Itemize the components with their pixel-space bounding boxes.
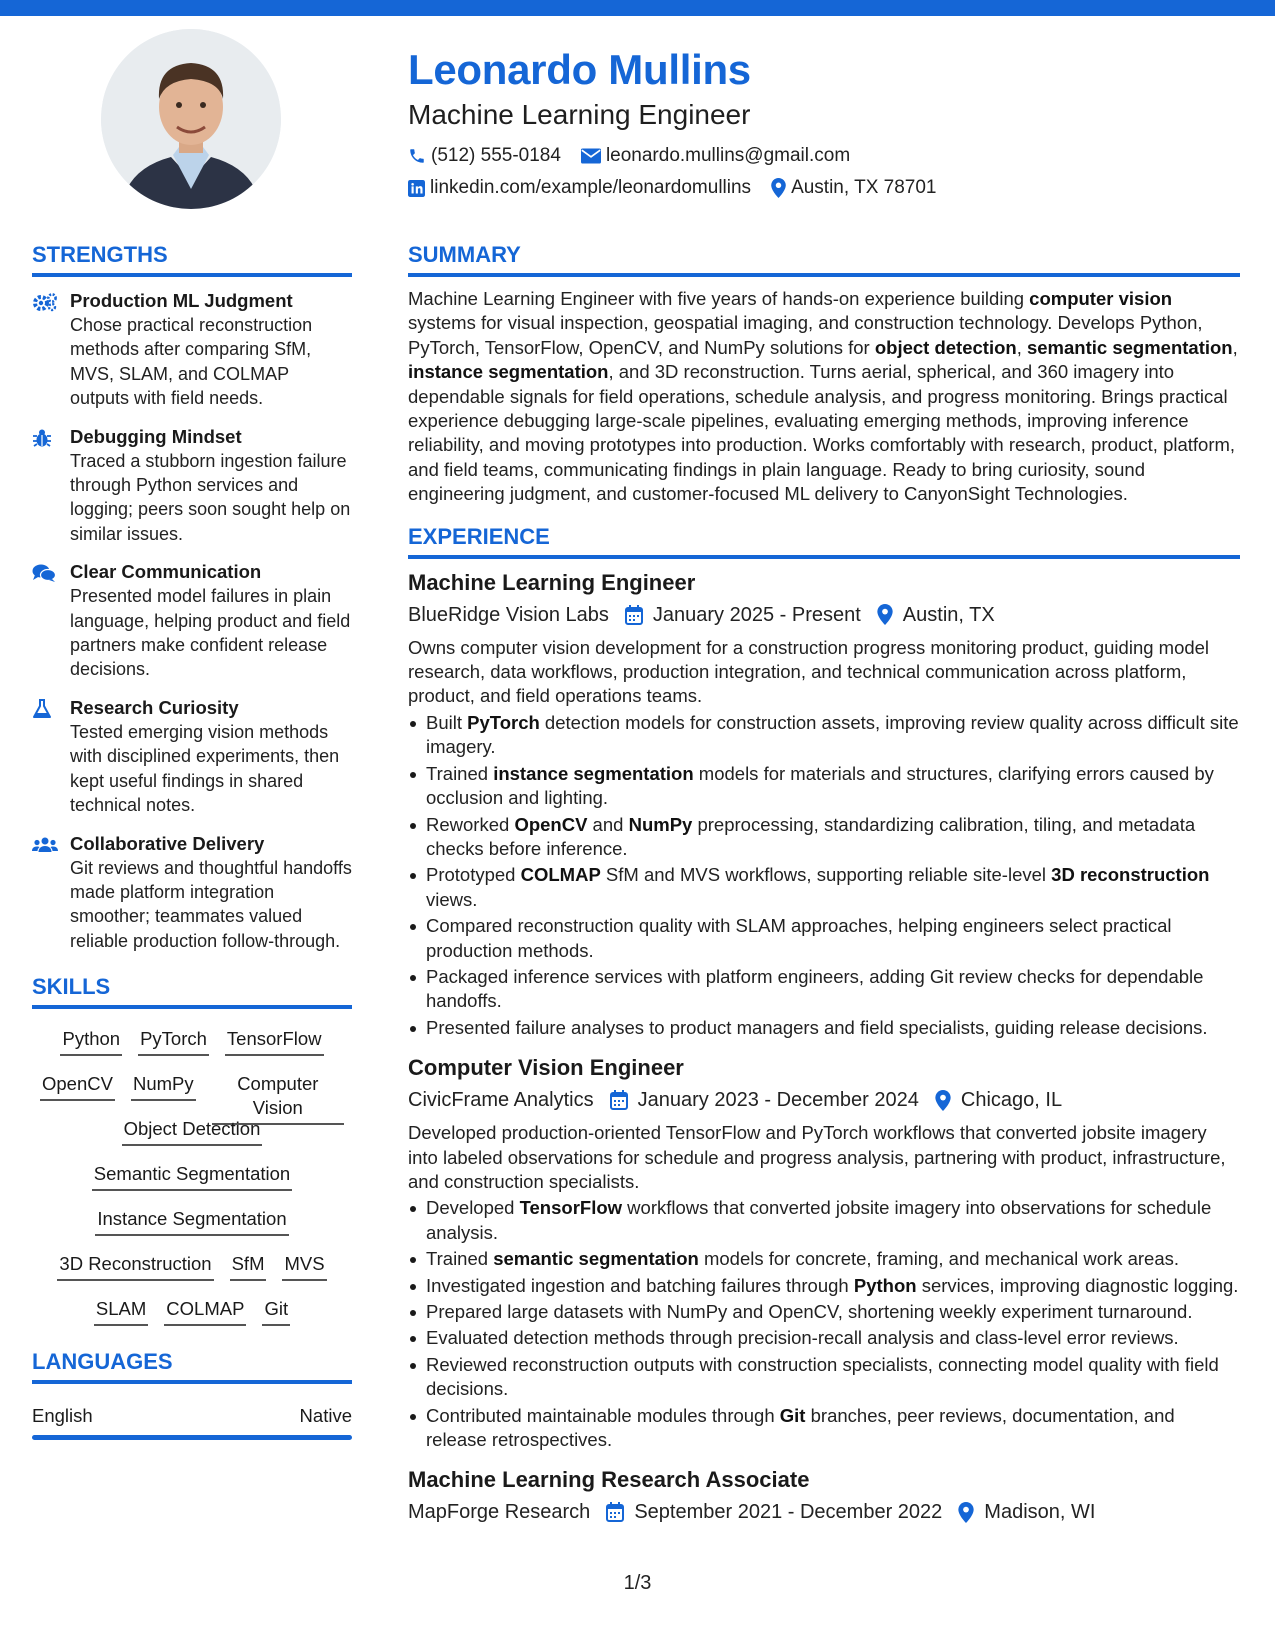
job-description: Developed production-oriented TensorFlow and PyTorch workflows that converted jobsite imagery into labeled observations for schedule and progress analysis, partnering with product, infrastructure, and construction specialists. (408, 1122, 1226, 1192)
summary-heading: SUMMARY (408, 242, 521, 267)
skill-row (32, 1156, 352, 1201)
left-column (32, 241, 352, 1440)
section-divider (408, 273, 1240, 277)
job-bullet: Reworked OpenCV and NumPy preprocessing, standardizing calibration, tiling, and metadata checks before inference. (408, 813, 1240, 862)
job-location: Austin, TX (861, 601, 995, 629)
strength-title: Debugging Mindset (70, 425, 242, 447)
skill-tag: PyTorch (138, 1027, 209, 1056)
section-divider (32, 273, 352, 277)
person-portrait-icon (101, 29, 281, 209)
map-pin-icon (877, 604, 893, 625)
job-description: Owns computer vision development for a construction progress monitoring product, guiding model research, data workflows, production integration, and technical communication across platform, product, and field operations teams. (408, 636, 1210, 707)
skill-tag: Semantic Segmentation (92, 1162, 292, 1191)
job-bullets (408, 1196, 1240, 1452)
linkedin-text: linkedin.com/example/leonardomullins (430, 177, 752, 198)
phone-text: (512) 555-0184 (431, 145, 561, 166)
job-title: Machine Learning Engineer (408, 569, 696, 595)
contact-row-2 (408, 172, 1248, 204)
calendar-icon (610, 1090, 628, 1110)
skill-tag: Python (60, 1027, 122, 1056)
phone-contact[interactable] (408, 145, 561, 167)
calendar-icon (625, 605, 643, 625)
job-title: Computer Vision Engineer (408, 1055, 684, 1081)
skill-row (32, 1021, 352, 1066)
strength-title: Collaborative Delivery (70, 832, 265, 854)
skill-tag: COLMAP (164, 1297, 246, 1326)
resume-header (408, 44, 1248, 204)
skill-tag: NumPy (131, 1072, 196, 1101)
strength-description: Git reviews and thoughtful handoffs made platform integration smoother; teammates valued reliable production follow-through. (70, 857, 352, 951)
skill-tag: SLAM (94, 1297, 148, 1326)
job-bullet: Reviewed reconstruction outputs with construction specialists, connecting model quality with field decisions. (408, 1353, 1240, 1402)
job-bullet: Developed TensorFlow workflows that converted jobsite imagery into observations for schedule analysis. (408, 1196, 1240, 1245)
strength-description: Presented model failures in plain language, helping product and field partners make confident release decisions. (70, 586, 351, 680)
strength-description: Chose practical reconstruction methods after comparing SfM, MVS, SLAM, and COLMAP outputs with field needs. (70, 315, 313, 409)
job-bullet: Prepared large datasets with NumPy and OpenCV, shortening weekly experiment turnaround. (408, 1300, 1240, 1324)
strength-description: Traced a stubborn ingestion failure through Python services and logging; peers soon sought help on similar issues. (70, 450, 351, 544)
calendar-icon (606, 1502, 624, 1522)
skill-tag: SfM (230, 1252, 267, 1281)
job-bullet: Trained semantic segmentation models for concrete, framing, and mechanical work areas. (408, 1247, 1240, 1271)
job-bullet: Presented failure analyses to product managers and field specialists, guiding release decisions. (408, 1016, 1240, 1040)
top-accent-bar (0, 0, 1275, 16)
job-location: Madison, WI (942, 1498, 1095, 1526)
language-level: Native (299, 1405, 352, 1427)
strength-title: Production ML Judgment (70, 290, 293, 311)
skill-row (32, 1066, 352, 1119)
candidate-name: Leonardo Mullins (408, 46, 751, 93)
gears-icon (32, 292, 58, 312)
job-bullet: Investigated ingestion and batching failures through Python services, improving diagnostic logging. (408, 1274, 1240, 1298)
skill-tag: OpenCV (40, 1072, 115, 1101)
skill-tag: 3D Reconstruction (57, 1252, 213, 1281)
experience-list (408, 569, 1240, 1527)
profile-photo (101, 29, 281, 209)
location-text: Austin, TX 78701 (791, 177, 937, 198)
strength-title: Research Curiosity (70, 696, 239, 718)
email-text: leonardo.mullins@gmail.com (605, 145, 851, 166)
strength-title: Clear Communication (70, 561, 262, 583)
languages-heading: LANGUAGES (32, 1349, 173, 1375)
company-name: MapForge Research (408, 1501, 591, 1524)
company-name: BlueRidge Vision Labs (408, 603, 609, 626)
skill-row (32, 1201, 352, 1246)
envelope-icon (581, 148, 601, 164)
linkedin-icon (408, 180, 425, 197)
job-bullet: Compared reconstruction quality with SLAM approaches, helping engineers select practical production methods. (408, 914, 1240, 963)
contact-row (408, 140, 1248, 172)
skill-tag: Computer Vision (212, 1072, 344, 1125)
skill-row (32, 1246, 352, 1291)
job-bullet: Built PyTorch detection models for construction assets, improving review quality across difficult site imagery. (408, 711, 1240, 760)
job-entry (408, 1054, 1240, 1452)
strength-item (32, 696, 352, 818)
strength-item (32, 832, 352, 954)
job-entry (408, 1466, 1240, 1526)
map-pin-icon (958, 1502, 974, 1523)
skill-tag: TensorFlow (225, 1027, 324, 1056)
page-number: 1/3 (623, 1572, 652, 1594)
job-meta (408, 601, 1240, 629)
users-icon (32, 835, 58, 855)
language-proficiency-bar (32, 1435, 352, 1440)
job-title: Machine Learning Research Associate (408, 1467, 810, 1493)
phone-icon (408, 147, 426, 165)
job-bullet: Evaluated detection methods through precision-recall analysis and class-level error reviews. (408, 1326, 1240, 1350)
experience-heading: EXPERIENCE (408, 523, 550, 549)
candidate-title: Machine Learning Engineer (408, 99, 751, 130)
skill-tag: Git (262, 1297, 290, 1326)
job-bullet: Trained instance segmentation models for materials and structures, clarifying errors caused by occlusion and lighting. (408, 762, 1240, 811)
comments-icon (32, 563, 56, 583)
strength-description: Tested emerging vision methods with disciplined experiments, then kept useful findings in shared technical notes. (70, 721, 340, 816)
section-divider (32, 1380, 352, 1384)
language-name: English (32, 1405, 93, 1427)
job-dates: September 2021 - December 2022 (590, 1498, 942, 1526)
linkedin-contact[interactable] (408, 177, 751, 199)
right-column (408, 241, 1240, 1526)
map-pin-icon (771, 178, 786, 198)
job-meta (408, 1086, 1240, 1114)
map-pin-icon (935, 1090, 951, 1111)
job-bullet: Prototyped COLMAP SfM and MVS workflows, supporting reliable site-level 3D reconstruction views. (408, 863, 1240, 912)
strength-item (32, 425, 352, 547)
flask-icon (32, 699, 52, 719)
skill-tag: Object Detection (122, 1117, 263, 1146)
job-entry (408, 569, 1240, 1041)
section-divider (32, 1005, 352, 1009)
skills-list (32, 1021, 352, 1336)
language-row (32, 1404, 352, 1428)
job-meta (408, 1498, 1240, 1526)
email-contact[interactable] (581, 145, 850, 167)
bug-icon (32, 428, 52, 448)
skill-tag: Instance Segmentation (95, 1207, 288, 1236)
job-dates: January 2023 - December 2024 (594, 1086, 919, 1114)
skill-row (32, 1291, 352, 1336)
section-divider (408, 555, 1240, 559)
location-contact (771, 177, 936, 199)
strength-item (32, 560, 352, 682)
job-bullets (408, 711, 1240, 1040)
skill-tag: MVS (282, 1252, 326, 1281)
job-dates: January 2025 - Present (609, 601, 861, 629)
job-bullet: Contributed maintainable modules through Git branches, peer reviews, documentation, and release retrospectives. (408, 1404, 1240, 1453)
summary-text: Machine Learning Engineer with five years of hands-on experience building computer vision systems for visual inspection, geospatial imaging, and construction technology. Develops Python, PyTorch, TensorFlow, OpenCV, and NumPy solutions for object detection, semantic segmentation, instance segmentation, and 3D reconstruction. Turns aerial, spherical, and 360 imagery into dependable signals for field operations, schedule analysis, and progress monitoring. Brings practical experience debugging large-scale pipelines, evaluating emerging methods, improving inference reliability, and moving prototypes into production. Works comfortably with research, product, platform, and field teams, communicating findings in plain language. Ready to bring curiosity, sound engineering judgment, and customer-focused ML delivery to CanyonSight Technologies. (408, 288, 1238, 505)
company-name: CivicFrame Analytics (408, 1089, 594, 1112)
strengths-heading: STRENGTHS (32, 242, 168, 267)
strength-item (32, 289, 352, 411)
job-bullet: Packaged inference services with platform engineers, adding Git review checks for dependable handoffs. (408, 965, 1240, 1014)
skills-heading: SKILLS (32, 974, 111, 1000)
job-location: Chicago, IL (919, 1086, 1062, 1114)
